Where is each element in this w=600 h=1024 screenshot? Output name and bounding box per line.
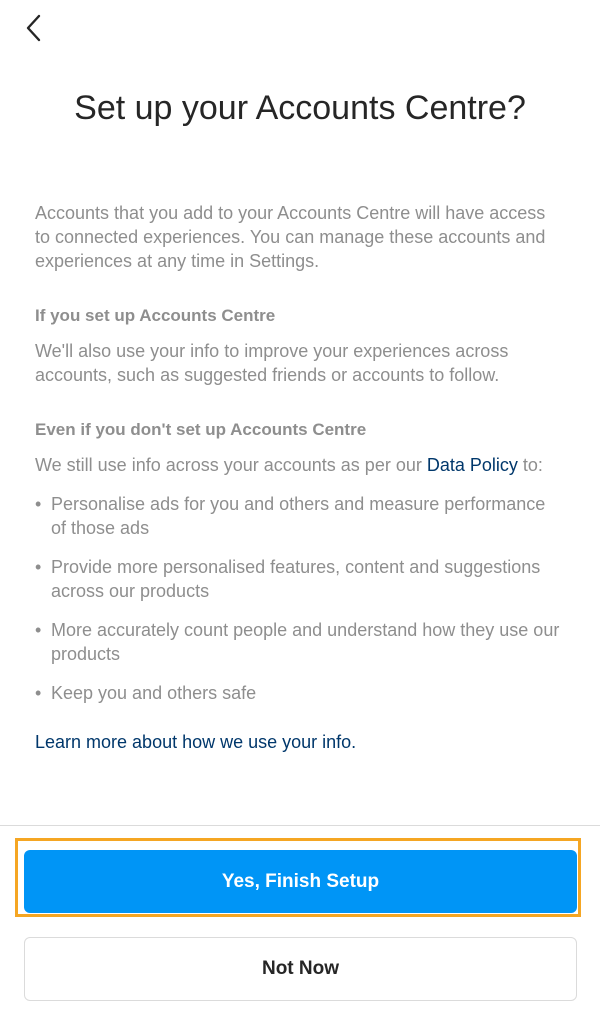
- setup-heading: If you set up Accounts Centre: [35, 306, 276, 325]
- bullet-icon: •: [35, 494, 42, 514]
- chevron-left-icon: [24, 13, 42, 43]
- content: [35, 201, 564, 705]
- list-item: [35, 618, 564, 666]
- footer-divider: [0, 825, 600, 826]
- setup-body: We'll also use your info to improve your experiences across accounts, such as suggested friends or accounts to follow.: [35, 341, 509, 385]
- list-item: [35, 681, 564, 705]
- learn-more-link[interactable]: Learn more about how we use your info.: [35, 732, 357, 752]
- list-item: [35, 492, 564, 540]
- bullet-text: More accurately count people and understand how they use our products: [51, 620, 560, 664]
- not-now-button[interactable]: Not Now: [24, 937, 577, 1001]
- bullet-icon: •: [35, 683, 42, 703]
- bullet-icon: •: [35, 557, 42, 577]
- page-title: Set up your Accounts Centre?: [74, 89, 526, 127]
- data-policy-link[interactable]: Data Policy: [426, 455, 518, 475]
- even-if-body-suffix: to:: [517, 455, 543, 475]
- list-item: [35, 555, 564, 603]
- bullet-icon: •: [35, 620, 42, 640]
- policy-bullet-list: [35, 492, 564, 705]
- bullet-text: Personalise ads for you and others and measure performance of those ads: [51, 494, 546, 538]
- bullet-text: Keep you and others safe: [51, 683, 257, 703]
- even-if-body-prefix: We still use info across your accounts as per our: [35, 455, 427, 475]
- even-if-heading: Even if you don't set up Accounts Centre: [35, 420, 367, 439]
- bullet-text: Provide more personalised features, content and suggestions across our products: [51, 557, 541, 601]
- finish-setup-button[interactable]: Yes, Finish Setup: [24, 850, 577, 913]
- intro-text: Accounts that you add to your Accounts Centre will have access to connected experiences. You can manage these accounts and experiences at any time in Settings.: [35, 203, 546, 271]
- back-button[interactable]: [24, 8, 64, 48]
- even-if-body: [35, 453, 564, 477]
